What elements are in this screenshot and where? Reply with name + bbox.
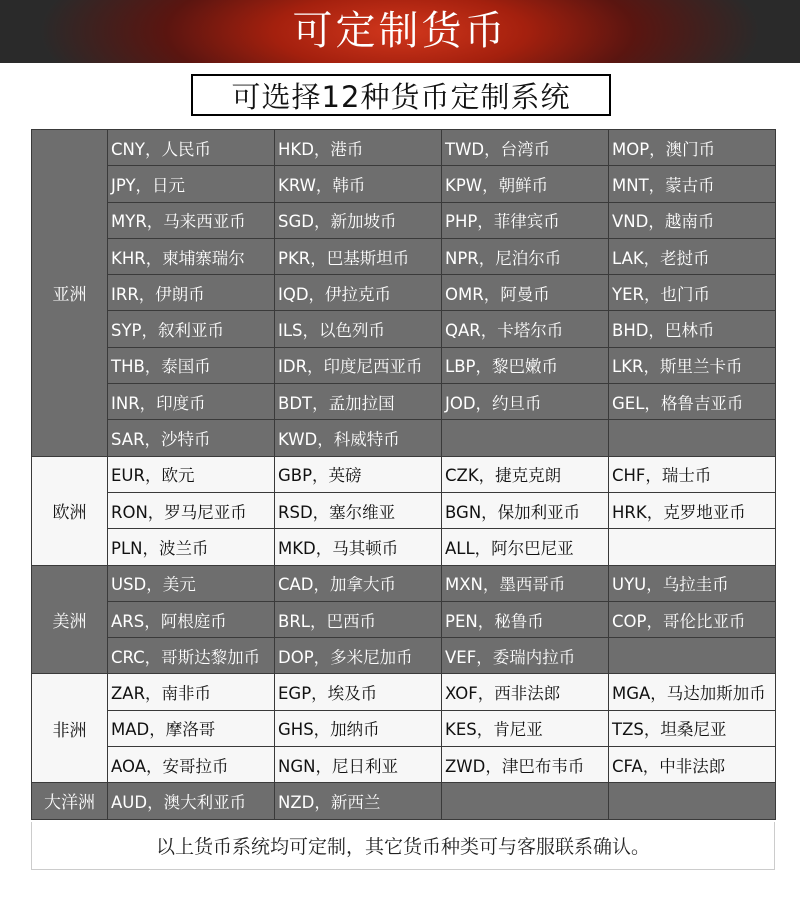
currency-cell: MOP，澳门币: [609, 130, 776, 166]
table-row: [32, 420, 776, 456]
currency-cell: NPR，尼泊尔币: [442, 238, 609, 274]
table-row: [32, 166, 776, 202]
currency-cell: EUR，欧元: [108, 456, 275, 492]
currency-cell: KWD，科威特币: [275, 420, 442, 456]
currency-cell: ARS，阿根庭币: [108, 601, 275, 637]
currency-cell: NZD，新西兰: [275, 783, 442, 819]
currency-cell: YER，也门币: [609, 275, 776, 311]
currency-cell: SGD，新加坡币: [275, 202, 442, 238]
currency-cell: HKD，港币: [275, 130, 442, 166]
currency-cell: MNT，蒙古币: [609, 166, 776, 202]
table-row: [32, 384, 776, 420]
currency-cell: PLN，波兰币: [108, 529, 275, 565]
table-row: [32, 638, 776, 674]
region-label: 亚洲: [32, 130, 108, 457]
currency-cell: JPY，日元: [108, 166, 275, 202]
currency-cell: KRW，韩币: [275, 166, 442, 202]
table-row: [32, 783, 776, 819]
currency-cell: CRC，哥斯达黎加币: [108, 638, 275, 674]
currency-cell: LKR，斯里兰卡币: [609, 347, 776, 383]
currency-cell: [609, 420, 776, 456]
currency-cell: ILS，以色列币: [275, 311, 442, 347]
table-row: [32, 529, 776, 565]
currency-cell: BGN，保加利亚币: [442, 492, 609, 528]
currency-cell: MKD，马其顿币: [275, 529, 442, 565]
currency-cell: [609, 529, 776, 565]
currency-cell: RON，罗马尼亚币: [108, 492, 275, 528]
region-label: 大洋洲: [32, 783, 108, 819]
table-row: [32, 238, 776, 274]
currency-cell: ZAR，南非币: [108, 674, 275, 710]
currency-cell: [609, 783, 776, 819]
currency-cell: BRL，巴西币: [275, 601, 442, 637]
currency-cell: BHD，巴林币: [609, 311, 776, 347]
currency-cell: KPW，朝鲜币: [442, 166, 609, 202]
currency-cell: USD，美元: [108, 565, 275, 601]
currency-cell: IDR，印度尼西亚币: [275, 347, 442, 383]
currency-cell: GHS，加纳币: [275, 710, 442, 746]
table-row: [32, 456, 776, 492]
currency-cell: ZWD，津巴布韦币: [442, 747, 609, 783]
currency-cell: RSD，塞尔维亚: [275, 492, 442, 528]
currency-cell: TZS，坦桑尼亚: [609, 710, 776, 746]
currency-cell: NGN，尼日利亚: [275, 747, 442, 783]
currency-cell: CNY，人民币: [108, 130, 275, 166]
footer-note: 以上货币系统均可定制，其它货币种类可与客服联系确认。: [31, 822, 775, 870]
currency-cell: SAR，沙特币: [108, 420, 275, 456]
currency-cell: IQD，伊拉克币: [275, 275, 442, 311]
currency-cell: TWD，台湾币: [442, 130, 609, 166]
region-label: 欧洲: [32, 456, 108, 565]
subtitle-box: 可选择12种货币定制系统: [191, 74, 611, 116]
table-row: [32, 275, 776, 311]
currency-cell: LAK，老挝币: [609, 238, 776, 274]
currency-cell: [442, 783, 609, 819]
currency-cell: PEN，秘鲁币: [442, 601, 609, 637]
currency-cell: JOD，约旦币: [442, 384, 609, 420]
currency-cell: BDT，孟加拉国: [275, 384, 442, 420]
currency-cell: CAD，加拿大币: [275, 565, 442, 601]
table-row: [32, 202, 776, 238]
region-label: 非洲: [32, 674, 108, 783]
currency-cell: OMR，阿曼币: [442, 275, 609, 311]
table-row: [32, 710, 776, 746]
table-row: [32, 130, 776, 166]
currency-cell: GEL，格鲁吉亚币: [609, 384, 776, 420]
currency-cell: PHP，菲律宾币: [442, 202, 609, 238]
page-title: 可定制货币: [292, 8, 508, 54]
currency-cell: THB，泰国币: [108, 347, 275, 383]
currency-cell: UYU，乌拉圭币: [609, 565, 776, 601]
currency-cell: CZK，捷克克朗: [442, 456, 609, 492]
table-row: [32, 565, 776, 601]
currency-cell: CFA，中非法郎: [609, 747, 776, 783]
currency-cell: VEF，委瑞内拉币: [442, 638, 609, 674]
region-label: 美洲: [32, 565, 108, 674]
currency-cell: INR，印度币: [108, 384, 275, 420]
currency-cell: MGA，马达加斯加币: [609, 674, 776, 710]
currency-cell: [442, 420, 609, 456]
currency-cell: [609, 638, 776, 674]
currency-cell: PKR，巴基斯坦币: [275, 238, 442, 274]
table-row: [32, 311, 776, 347]
currency-cell: GBP，英磅: [275, 456, 442, 492]
table-row: [32, 674, 776, 710]
currency-cell: CHF，瑞士币: [609, 456, 776, 492]
currency-cell: SYP，叙利亚币: [108, 311, 275, 347]
currency-cell: MAD，摩洛哥: [108, 710, 275, 746]
currency-cell: EGP，埃及币: [275, 674, 442, 710]
currency-cell: HRK，克罗地亚币: [609, 492, 776, 528]
currency-cell: IRR，伊朗币: [108, 275, 275, 311]
currency-table-body: [32, 130, 776, 820]
currency-cell: KHR，柬埔寨瑞尔: [108, 238, 275, 274]
currency-cell: MYR，马来西亚币: [108, 202, 275, 238]
currency-cell: LBP，黎巴嫩币: [442, 347, 609, 383]
currency-cell: COP，哥伦比亚币: [609, 601, 776, 637]
currency-cell: MXN，墨西哥币: [442, 565, 609, 601]
currency-cell: QAR，卡塔尔币: [442, 311, 609, 347]
header-banner: [0, 0, 800, 63]
table-row: [32, 747, 776, 783]
currency-cell: KES，肯尼亚: [442, 710, 609, 746]
currency-cell: VND，越南币: [609, 202, 776, 238]
currency-table: [31, 129, 776, 820]
table-row: [32, 601, 776, 637]
currency-cell: AOA，安哥拉币: [108, 747, 275, 783]
table-row: [32, 492, 776, 528]
table-row: [32, 347, 776, 383]
currency-cell: XOF，西非法郎: [442, 674, 609, 710]
currency-cell: AUD，澳大利亚币: [108, 783, 275, 819]
currency-cell: DOP，多米尼加币: [275, 638, 442, 674]
currency-cell: ALL，阿尔巴尼亚: [442, 529, 609, 565]
